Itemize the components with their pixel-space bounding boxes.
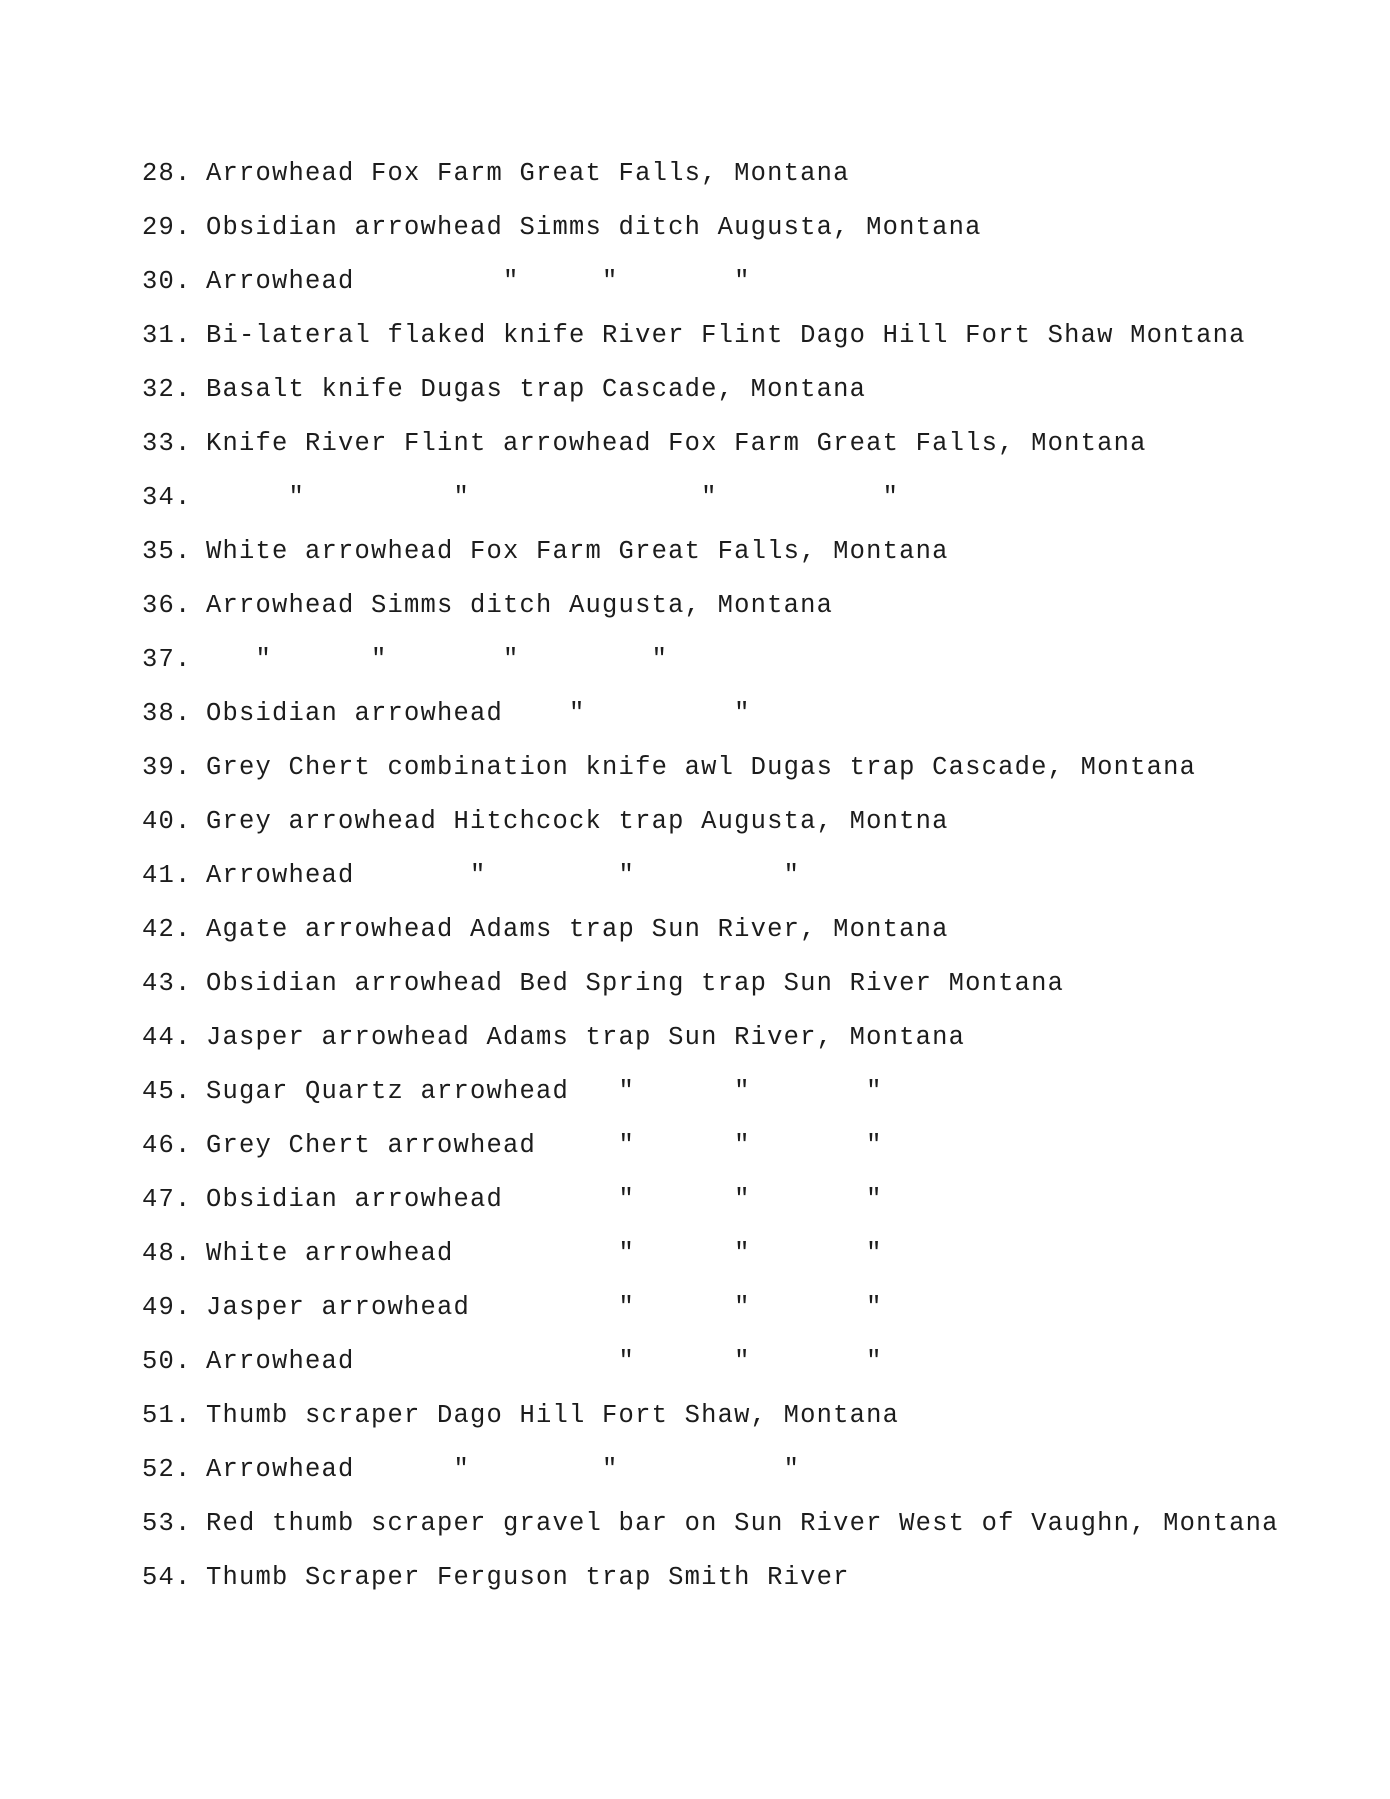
list-item	[142, 694, 751, 734]
item-text: Thumb scraper Dago Hill Fort Shaw, Montana	[206, 1401, 900, 1430]
item-number: 48.	[142, 1239, 192, 1268]
list-item	[142, 262, 751, 302]
item-text: Agate arrowhead Adams trap Sun River, Montana	[206, 915, 949, 944]
list-item	[142, 154, 850, 194]
list-item	[142, 964, 1064, 1004]
item-number: 40.	[142, 807, 192, 836]
list-item	[142, 1288, 883, 1328]
list-item	[142, 1126, 883, 1166]
list-item	[142, 1450, 800, 1490]
item-number: 33.	[142, 429, 192, 458]
item-text: Obsidian arrowhead " " "	[206, 1185, 883, 1214]
list-item	[142, 478, 899, 518]
item-number: 46.	[142, 1131, 192, 1160]
item-text: Obsidian arrowhead Simms ditch Augusta, Montana	[206, 213, 982, 242]
list-item	[142, 640, 668, 680]
item-number: 31.	[142, 321, 192, 350]
item-text: Arrowhead Simms ditch Augusta, Montana	[206, 591, 834, 620]
list-item	[142, 424, 1147, 464]
item-text: Arrowhead " " "	[206, 1455, 801, 1484]
list-item	[142, 316, 1246, 356]
list-item	[142, 208, 982, 248]
item-number: 44.	[142, 1023, 192, 1052]
item-text: " " " "	[206, 645, 669, 674]
list-item	[142, 586, 833, 626]
item-text: Obsidian arrowhead " "	[206, 699, 751, 728]
list-item	[142, 802, 949, 842]
list-item	[142, 1504, 1279, 1544]
item-number: 52.	[142, 1455, 192, 1484]
item-number: 29.	[142, 213, 192, 242]
item-text: Basalt knife Dugas trap Cascade, Montana	[206, 375, 867, 404]
item-number: 41.	[142, 861, 192, 890]
list-item	[142, 1072, 883, 1112]
item-text: " " " "	[206, 483, 900, 512]
item-number: 34.	[142, 483, 192, 512]
item-number: 49.	[142, 1293, 192, 1322]
item-text: White arrowhead " " "	[206, 1239, 883, 1268]
item-text: Sugar Quartz arrowhead " " "	[206, 1077, 883, 1106]
item-text: Jasper arrowhead Adams trap Sun River, Montana	[206, 1023, 966, 1052]
list-item	[142, 1342, 883, 1382]
item-number: 54.	[142, 1563, 192, 1592]
item-text: Grey Chert arrowhead " " "	[206, 1131, 883, 1160]
item-number: 45.	[142, 1077, 192, 1106]
list-item	[142, 910, 949, 950]
item-number: 32.	[142, 375, 192, 404]
item-number: 35.	[142, 537, 192, 566]
item-text: Arrowhead " " "	[206, 1347, 883, 1376]
item-text: Arrowhead " " "	[206, 861, 801, 890]
item-text: Arrowhead " " "	[206, 267, 751, 296]
item-text: Arrowhead Fox Farm Great Falls, Montana	[206, 159, 850, 188]
item-text: Bi-lateral flaked knife River Flint Dago Hill Fort Shaw Montana	[206, 321, 1246, 350]
item-number: 50.	[142, 1347, 192, 1376]
item-number: 43.	[142, 969, 192, 998]
item-text: Red thumb scraper gravel bar on Sun River West of Vaughn, Montana	[206, 1509, 1279, 1538]
item-number: 53.	[142, 1509, 192, 1538]
item-text: Knife River Flint arrowhead Fox Farm Great Falls, Montana	[206, 429, 1147, 458]
item-text: Grey arrowhead Hitchcock trap Augusta, Montna	[206, 807, 949, 836]
item-number: 36.	[142, 591, 192, 620]
list-item	[142, 1558, 850, 1598]
item-text: Thumb Scraper Ferguson trap Smith River	[206, 1563, 850, 1592]
list-item	[142, 1234, 883, 1274]
list-item	[142, 1018, 965, 1058]
item-text: Grey Chert combination knife awl Dugas trap Cascade, Montana	[206, 753, 1197, 782]
item-number: 28.	[142, 159, 192, 188]
item-number: 47.	[142, 1185, 192, 1214]
item-number: 42.	[142, 915, 192, 944]
item-number: 39.	[142, 753, 192, 782]
item-text: Obsidian arrowhead Bed Spring trap Sun River Montana	[206, 969, 1065, 998]
item-number: 38.	[142, 699, 192, 728]
list-item	[142, 748, 1196, 788]
list-item	[142, 370, 866, 410]
item-number: 51.	[142, 1401, 192, 1430]
item-text: Jasper arrowhead " " "	[206, 1293, 883, 1322]
item-number: 30.	[142, 267, 192, 296]
item-number: 37.	[142, 645, 192, 674]
list-item	[142, 1180, 883, 1220]
list-item	[142, 856, 800, 896]
list-item	[142, 1396, 899, 1436]
list-item	[142, 532, 949, 572]
item-text: White arrowhead Fox Farm Great Falls, Montana	[206, 537, 949, 566]
